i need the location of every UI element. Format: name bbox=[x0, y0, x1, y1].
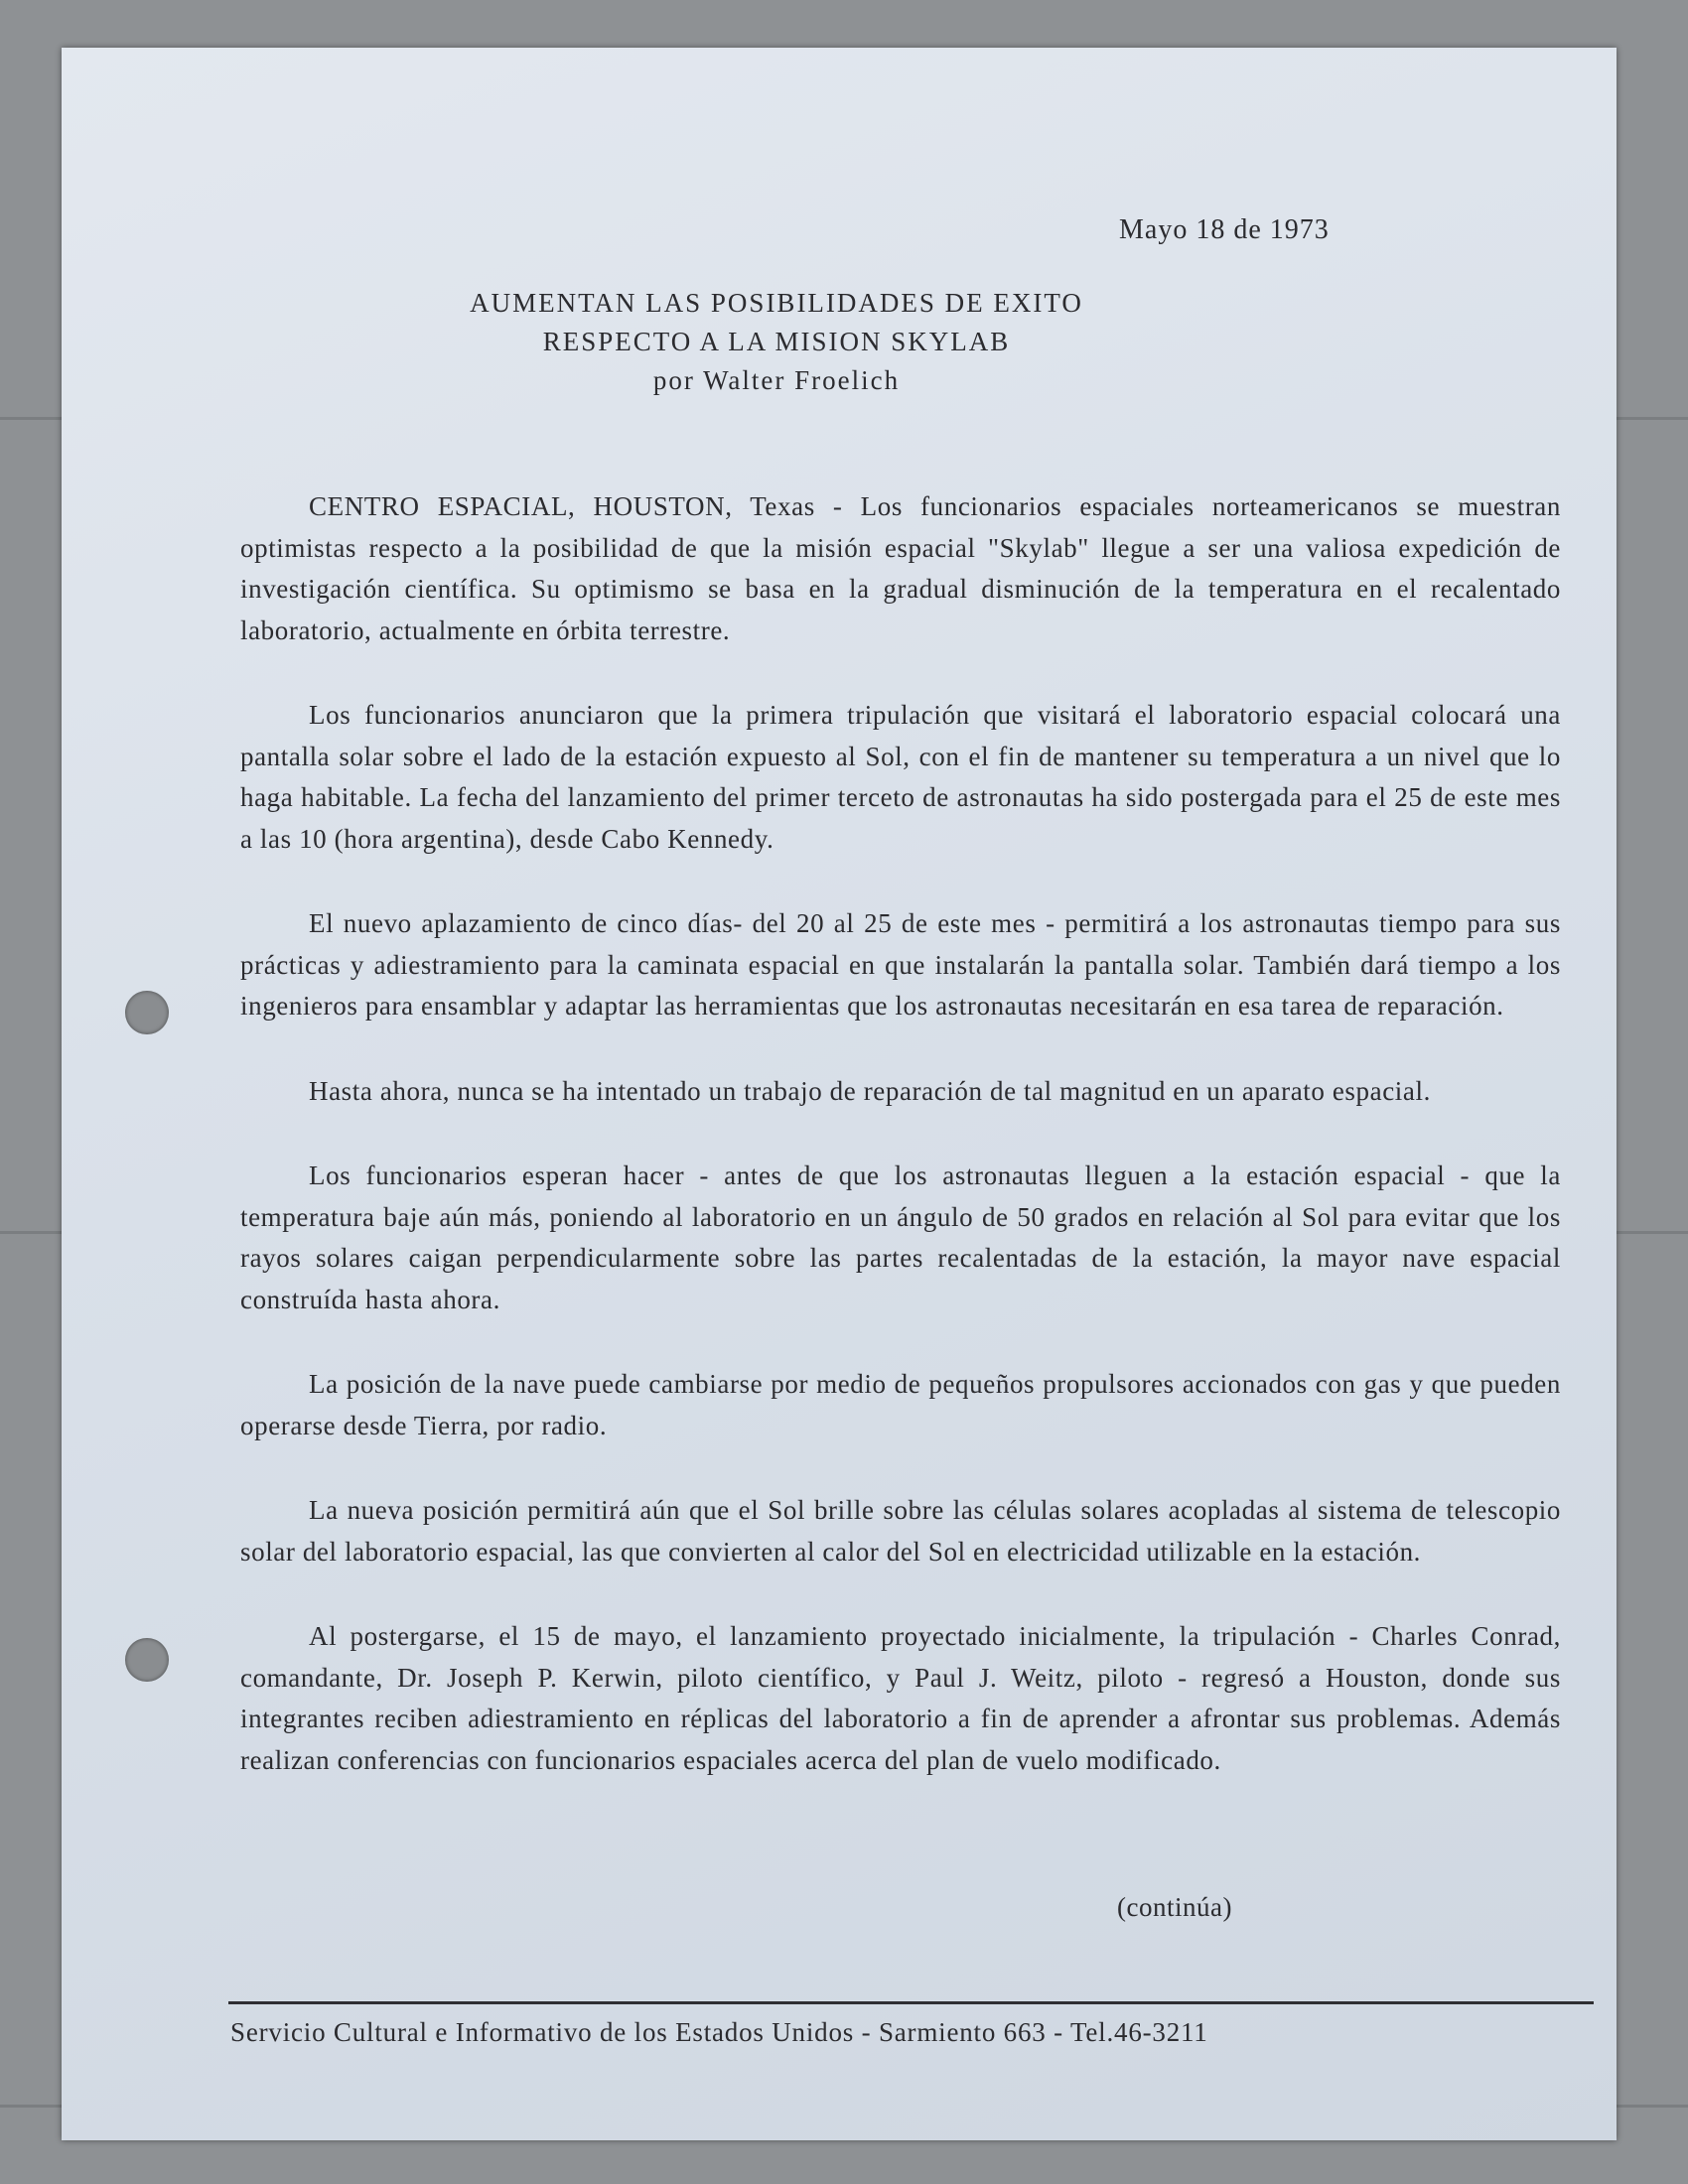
headline-line-1: AUMENTAN LAS POSIBILIDADES DE EXITO bbox=[470, 288, 1083, 318]
paragraph: La posición de la nave puede cambiarse por medio de pequeños propulsores accionados con gas y que pueden operarse desde Tierra, por radio. bbox=[240, 1369, 1561, 1440]
punch-hole bbox=[125, 1638, 169, 1682]
punch-hole bbox=[125, 991, 169, 1034]
paragraph: Al postergarse, el 15 de mayo, el lanzamiento proyectado inicialmente, la tripulación - Charles Conrad, comandante, Dr. Joseph P. Kerwin, piloto científico, y Paul J. Weitz, piloto - regresó a Houston, donde sus integrantes reciben adiestramiento en réplicas del laboratorio a fin de aprender a afrontar sus problemas. Además realizan conferencias con funcionarios espaciales acerca del plan de vuelo modificado. bbox=[240, 1621, 1561, 1775]
paragraph: Los funcionarios anunciaron que la primera tripulación que visitará el laboratorio espacial colocará una pantalla solar sobre el lado de la estación expuesto al Sol, con el fin de mantener su temperatura a un nivel que lo haga habitable. La fecha del lanzamiento del primer terceto de astronautas ha sido postergada para el 25 de este mes a las 10 (hora argentina), desde Cabo Kennedy. bbox=[240, 700, 1561, 854]
letter-heading bbox=[62, 284, 1491, 400]
article-body bbox=[240, 486, 1561, 1825]
footer-rule bbox=[228, 2001, 1594, 2004]
paragraph: El nuevo aplazamiento de cinco días- del 20 al 25 de este mes - permitirá a los astronautas tiempo para sus prácticas y adiestramiento para la caminata espacial en que instalarán la pantalla solar. También dará tiempo a los ingenieros para ensamblar y adaptar las herramientas que los astronautas necesitarán en esa tarea de reparación. bbox=[240, 908, 1561, 1021]
byline: por Walter Froelich bbox=[652, 365, 901, 395]
letter-date: Mayo 18 de 1973 bbox=[1119, 214, 1330, 245]
paragraph: CENTRO ESPACIAL, HOUSTON, Texas - Los funcionarios espaciales norteamericanos se muestran optimistas respecto a la posibilidad de que la misión espacial "Skylab" llegue a ser una valiosa expedición de investigación científica. Su optimismo se basa en la gradual disminución de la temperatura en el recalentado laboratorio, actualmente en órbita terrestre. bbox=[240, 491, 1561, 645]
paragraph: La nueva posición permitirá aún que el Sol brille sobre las células solares acopladas al sistema de telescopio solar del laboratorio espacial, las que convierten al calor del Sol en electricidad utilizable en la estación. bbox=[240, 1495, 1561, 1567]
paragraph: Hasta ahora, nunca se ha intentado un trabajo de reparación de tal magnitud en un aparato espacial. bbox=[309, 1075, 1431, 1106]
paragraph: Los funcionarios esperan hacer - antes de que los astronautas lleguen a la estación espacial - que la temperatura baje aún más, poniendo al laboratorio en un ángulo de 50 grados en relación al Sol para evitar que los rayos solares caigan perpendicularmente sobre las partes recalentadas de la estación, la mayor nave espacial construída hasta ahora. bbox=[240, 1160, 1561, 1314]
continued-note: (continúa) bbox=[1117, 1892, 1232, 1922]
letterhead-footer: Servicio Cultural e Informativo de los Estados Unidos - Sarmiento 663 - Tel.46-3211 bbox=[230, 2017, 1208, 2047]
typewritten-letter bbox=[62, 48, 1617, 2140]
headline-line-2: RESPECTO A LA MISION SKYLAB bbox=[542, 327, 1011, 356]
